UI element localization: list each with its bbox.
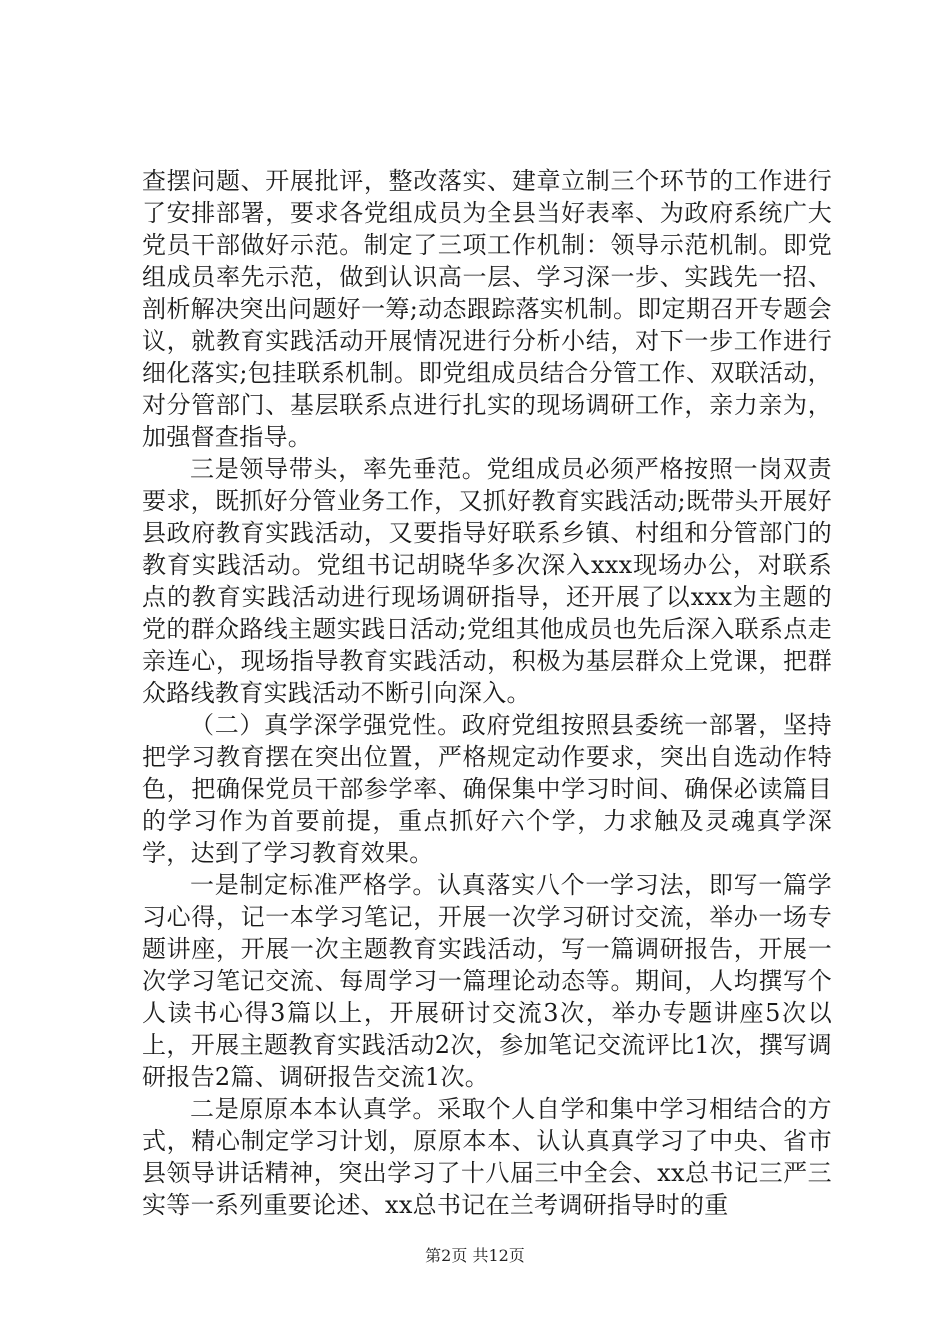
paragraph-5: 二是原原本本认真学。采取个人自学和集中学习相结合的方式，精心制定学习计划，原原本本、认认真真学习了中央、省市县领导讲话精神，突出学习了十八届三中全会、xx总书记三严三实等一系列重要论述、xx总书记在兰考调研指导时的重 (142, 1095, 832, 1219)
paragraph-2: 三是领导带头，率先垂范。党组成员必须严格按照一岗双责要求，既抓好分管业务工作，又抓好教育实践活动;既带头开展好县政府教育实践活动，又要指导好联系乡镇、村组和分管部门的教育实践活动。党组书记胡晓华多次深入xxx现场办公，对联系点的教育实践活动进行现场调研指导，还开展了以xxx为主题的党的群众路线主题实践日活动;党组其他成员也先后深入联系点走亲连心，现场指导教育实践活动，积极为基层群众上党课，把群众路线教育实践活动不断引向深入。 (142, 455, 832, 707)
paragraph-1: 查摆问题、开展批评，整改落实、建章立制三个环节的工作进行了安排部署，要求各党组成员为全县当好表率、为政府系统广大党员干部做好示范。制定了三项工作机制：领导示范机制。即党组成员率先示范，做到认识高一层、学习深一步、实践先一招、剖析解决突出问题好一筹;动态跟踪落实机制。即定期召开专题会议，就教育实践活动开展情况进行分析小结，对下一步工作进行细化落实;包挂联系机制。即党组成员结合分管工作、双联活动，对分管部门、基层联系点进行扎实的现场调研工作，亲力亲为，加强督查指导。 (142, 167, 832, 451)
paragraph-3: （二）真学深学强党性。政府党组按照县委统一部署，坚持把学习教育摆在突出位置，严格规定动作要求，突出自选动作特色，把确保党员干部参学率、确保集中学习时间、确保必读篇目的学习作为首要前提，重点抓好六个学，力求触及灵魂真学深学，达到了学习教育效果。 (142, 711, 832, 867)
page-number-footer: 第2页 共12页 (425, 1246, 525, 1265)
document-body (142, 165, 832, 1221)
paragraph-4: 一是制定标准严格学。认真落实八个一学习法，即写一篇学习心得，记一本学习笔记，开展一次学习研讨交流，举办一场专题讲座，开展一次主题教育实践活动，写一篇调研报告，开展一次学习笔记交流、每周学习一篇理论动态等。期间，人均撰写个人读书心得3篇以上，开展研讨交流3次，举办专题讲座5次以上，开展主题教育实践活动2次，参加笔记交流评比1次，撰写调研报告2篇、调研报告交流1次。 (142, 871, 832, 1091)
